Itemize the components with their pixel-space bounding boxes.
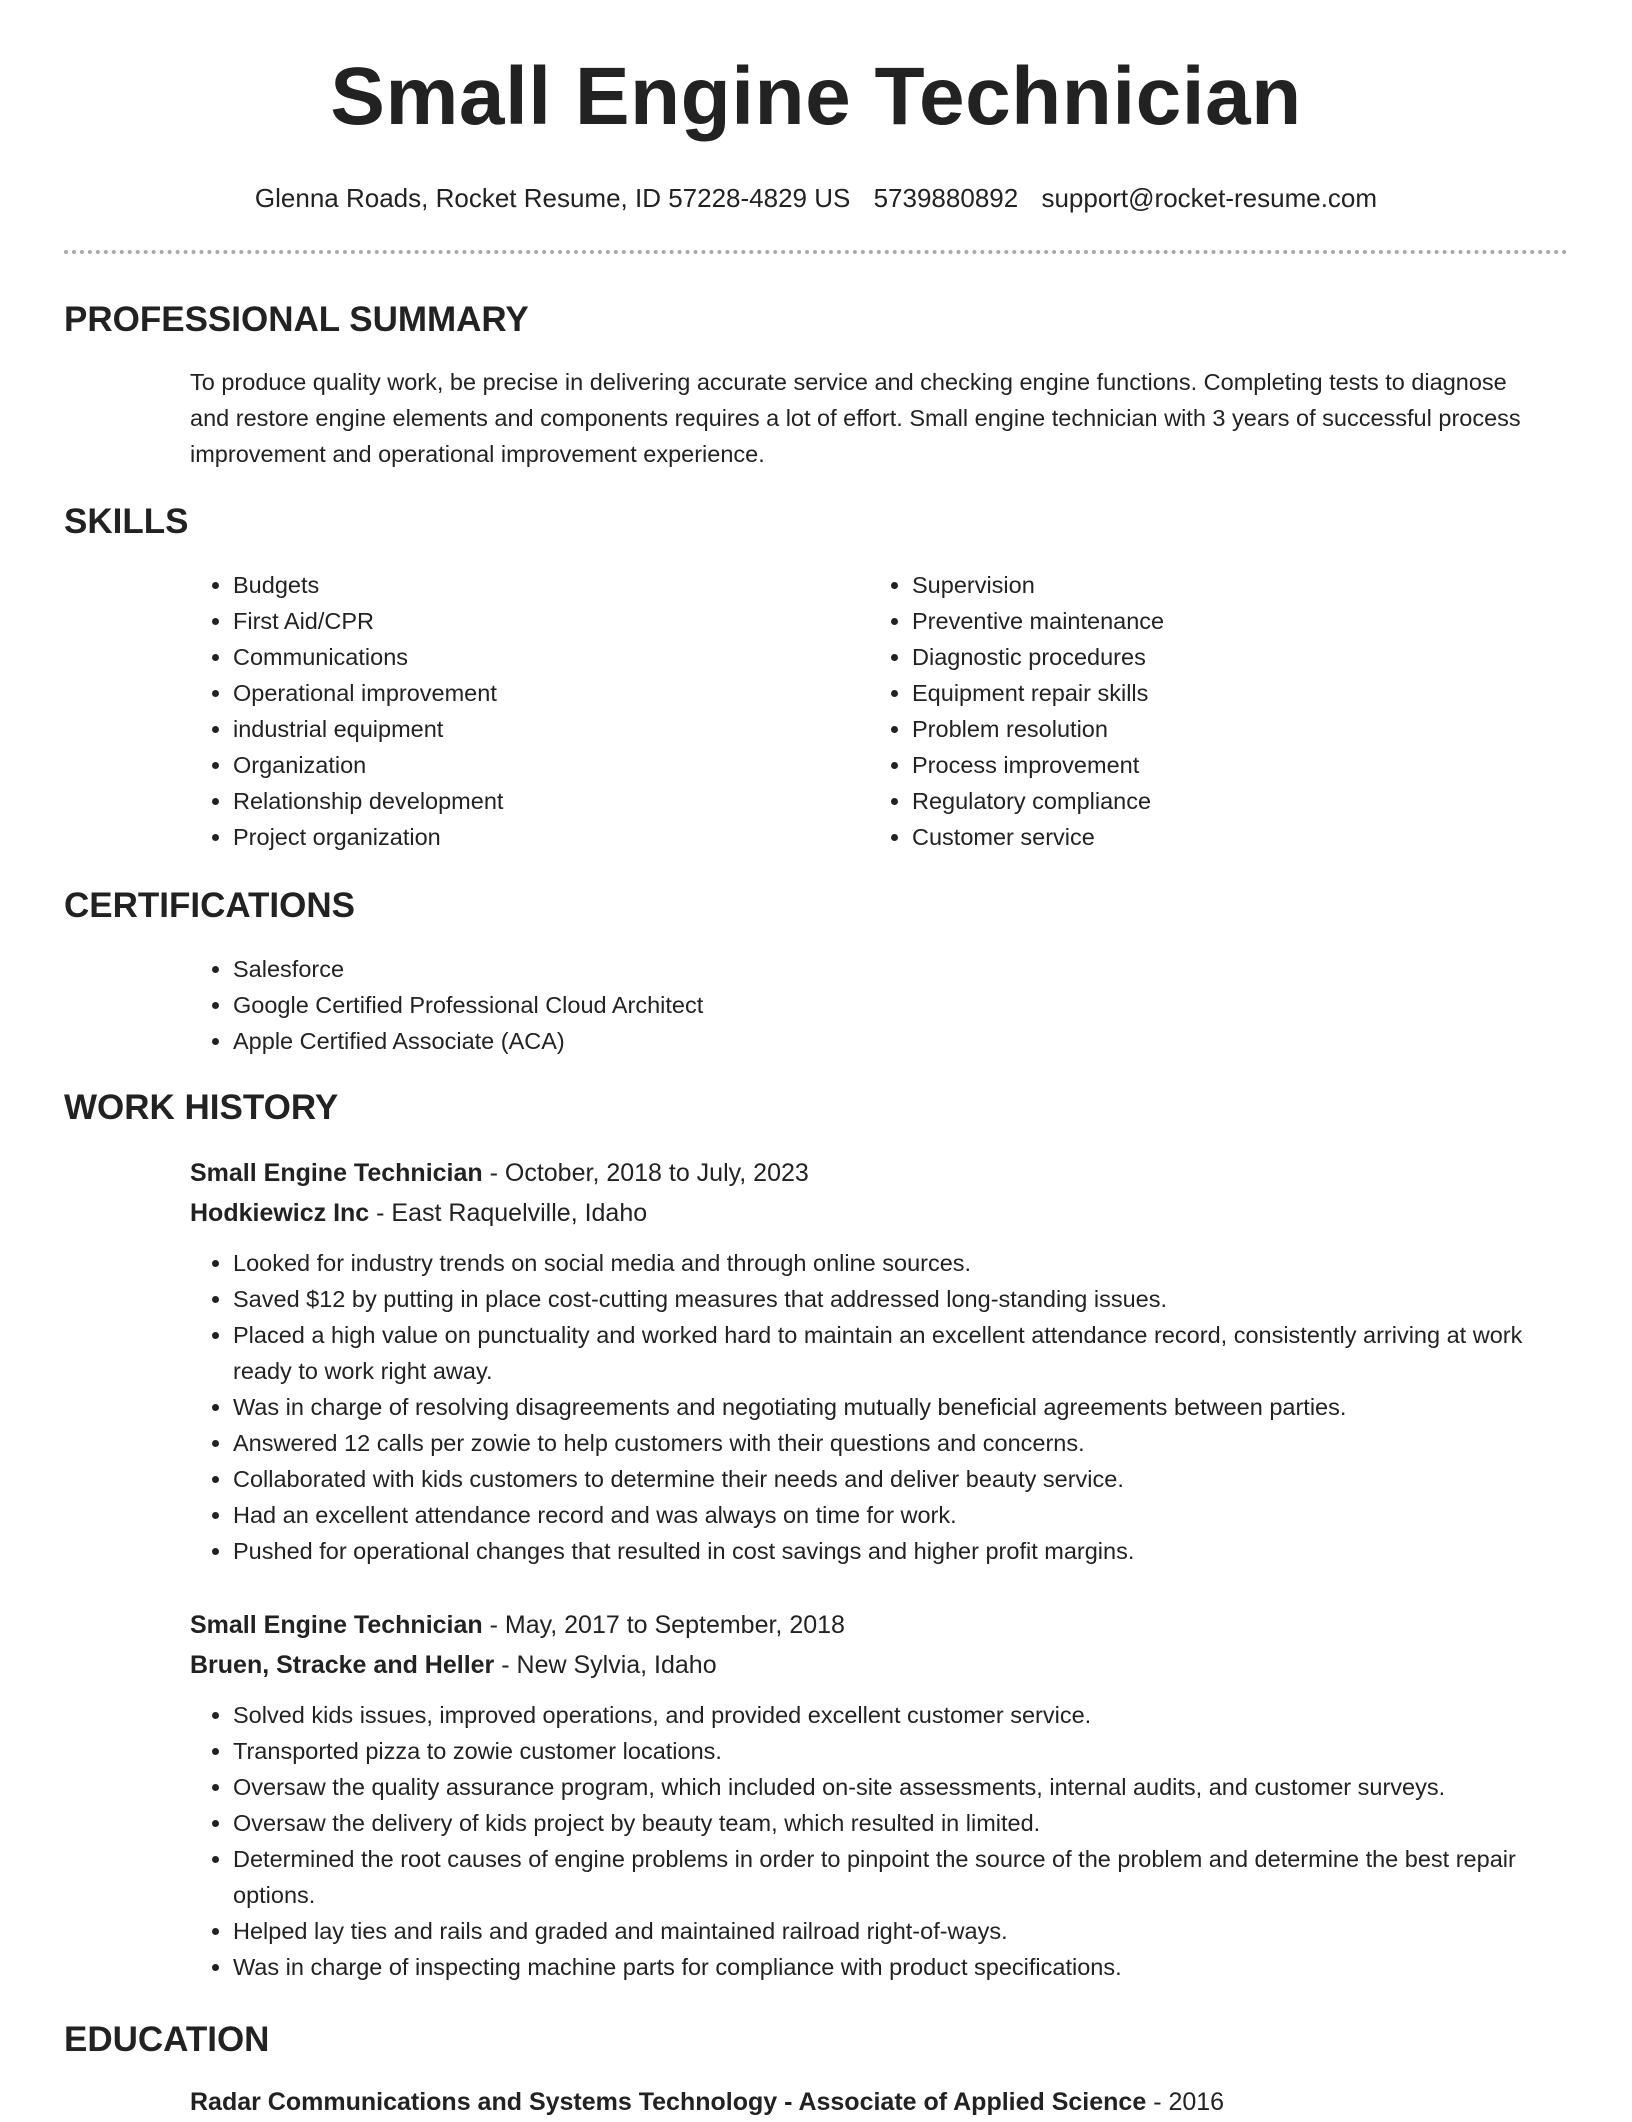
skill-item: • Supervision — [912, 567, 1509, 603]
skill-item: • First Aid/CPR — [233, 603, 830, 639]
job-bullet: • Solved kids issues, improved operations, and provided excellent customer service. — [233, 1697, 1550, 1733]
work-heading: WORK HISTORY — [64, 1088, 339, 1127]
education-school: Radar Communications and Systems Technology - Associate of Applied Science — [190, 2088, 1147, 2116]
job-bullet: • Was in charge of resolving disagreements and negotiating mutually beneficial agreements between parties. — [233, 1389, 1550, 1425]
skills-left-column — [190, 567, 830, 855]
education-year: - 2016 — [1146, 2088, 1225, 2116]
job-bullet: • Looked for industry trends on social media and through online sources. — [233, 1245, 1550, 1281]
certification-item: • Google Certified Professional Cloud Architect — [233, 987, 1550, 1023]
job-company: Bruen, Stracke and Heller — [190, 1651, 495, 1679]
job-entry-2 — [190, 1605, 1550, 1985]
job-bullet: • Transported pizza to zowie customer locations. — [233, 1733, 1550, 1769]
job-bullet: • Was in charge of inspecting machine parts for compliance with product specifications. — [233, 1949, 1550, 1985]
summary-text: To produce quality work, be precise in delivering accurate service and checking engine functions. Completing tests to diagnose and restore engine elements and components requires a lot of effort. Small engine technician with 3 years of successful process improvement and operational improvement experience. — [190, 369, 1521, 467]
summary-heading: PROFESSIONAL SUMMARY — [64, 300, 529, 339]
job-bullet: • Placed a high value on punctuality and worked hard to maintain an excellent attendance record, consistently arriving at work ready to work right away. — [233, 1317, 1550, 1389]
page-title: Small Engine Technician — [330, 51, 1302, 142]
job-company-line — [190, 1645, 1550, 1685]
skills-left-list — [190, 567, 830, 855]
skill-item: • Regulatory compliance — [912, 783, 1509, 819]
education-entry — [190, 2082, 1550, 2122]
header-divider — [64, 250, 1568, 254]
skill-item: • Process improvement — [912, 747, 1509, 783]
job-entry-1 — [190, 1153, 1550, 1569]
certifications-heading: CERTIFICATIONS — [64, 886, 356, 925]
contact-address: Glenna Roads, Rocket Resume, ID 57228-4829 US — [254, 183, 851, 213]
job-company-line — [190, 1193, 1550, 1233]
job-bullet: • Pushed for operational changes that resulted in cost savings and higher profit margins. — [233, 1533, 1550, 1569]
skill-item: • Project organization — [233, 819, 830, 855]
job-bullet: • Answered 12 calls per zowie to help customers with their questions and concerns. — [233, 1425, 1550, 1461]
contact-phone: 5739880892 — [873, 183, 1019, 213]
education-heading: EDUCATION — [64, 2020, 270, 2059]
skills-heading: SKILLS — [64, 502, 189, 541]
job-bullets — [190, 1697, 1550, 1985]
skill-item: • Operational improvement — [233, 675, 830, 711]
job-role-line — [190, 1605, 1550, 1645]
job-title: Small Engine Technician — [190, 1159, 483, 1187]
skills-right-column — [869, 567, 1509, 855]
certification-item: • Apple Certified Associate (ACA) — [233, 1023, 1550, 1059]
skill-item: • Communications — [233, 639, 830, 675]
skill-item: • Organization — [233, 747, 830, 783]
certification-item: • Salesforce — [233, 951, 1550, 987]
certifications-list — [190, 951, 1550, 1059]
job-location: - New Sylvia, Idaho — [494, 1651, 717, 1679]
job-dates: - May, 2017 to September, 2018 — [482, 1611, 845, 1639]
skill-item: • Budgets — [233, 567, 830, 603]
job-bullet: • Had an excellent attendance record and was always on time for work. — [233, 1497, 1550, 1533]
skill-item: • Customer service — [912, 819, 1509, 855]
job-company: Hodkiewicz Inc — [190, 1199, 370, 1227]
job-bullet: • Oversaw the quality assurance program, which included on-site assessments, internal audits, and customer surveys. — [233, 1769, 1550, 1805]
job-dates: - October, 2018 to July, 2023 — [482, 1159, 809, 1187]
skill-item: • Equipment repair skills — [912, 675, 1509, 711]
job-bullet: • Oversaw the delivery of kids project by beauty team, which resulted in limited. — [233, 1805, 1550, 1841]
skill-item: • Diagnostic procedures — [912, 639, 1509, 675]
job-location: - East Raquelville, Idaho — [369, 1199, 648, 1227]
skill-item: • Relationship development — [233, 783, 830, 819]
job-bullet: • Collaborated with kids customers to determine their needs and deliver beauty service. — [233, 1461, 1550, 1497]
skill-item: • industrial equipment — [233, 711, 830, 747]
job-bullets — [190, 1245, 1550, 1569]
contact-email: support@rocket-resume.com — [1041, 183, 1378, 213]
job-role-line — [190, 1153, 1550, 1193]
contact-info — [0, 180, 1632, 216]
certifications-block — [190, 951, 1550, 1059]
skills-right-list — [869, 567, 1509, 855]
education-line — [190, 2082, 1550, 2122]
job-bullet: • Determined the root causes of engine problems in order to pinpoint the source of the problem and determine the best repair options. — [233, 1841, 1550, 1913]
job-title: Small Engine Technician — [190, 1611, 483, 1639]
job-bullet: • Saved $12 by putting in place cost-cutting measures that addressed long-standing issues. — [233, 1281, 1550, 1317]
job-bullet: • Helped lay ties and rails and graded and maintained railroad right-of-ways. — [233, 1913, 1550, 1949]
skill-item: • Problem resolution — [912, 711, 1509, 747]
skill-item: • Preventive maintenance — [912, 603, 1509, 639]
